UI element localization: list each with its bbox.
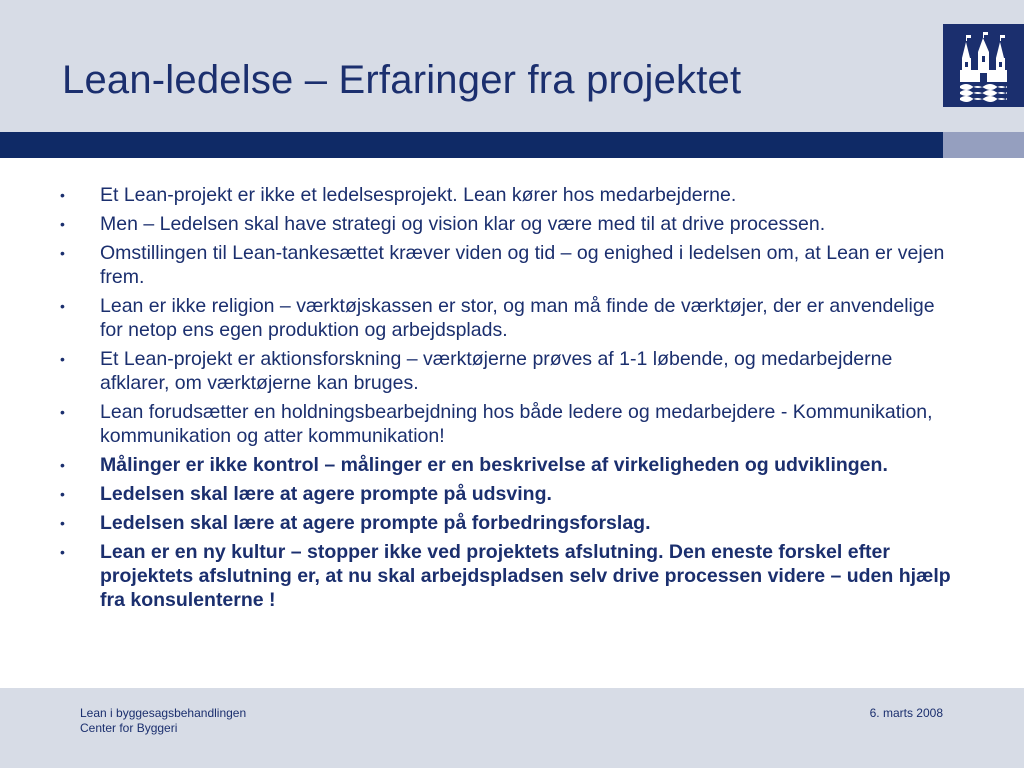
bullet-text: Lean er en ny kultur – stopper ikke ved projektets afslutning. Den eneste forskel efter projektets afslutning er, at nu skal arbejdspladsen selv drive processen videre – uden hjælp fra konsulenterne ! <box>100 541 951 611</box>
slide-title: Lean-ledelse – Erfaringer fra projektet <box>62 58 742 102</box>
footer-department: Center for Byggeri <box>80 721 178 735</box>
bullet-dot-icon: • <box>60 515 65 531</box>
bullet-dot-icon: • <box>60 486 65 502</box>
footer-date: 6. marts 2008 <box>869 706 943 720</box>
footer-project: Lean i byggesagsbehandlingen <box>80 706 247 720</box>
bullet-dot-icon: • <box>60 351 65 367</box>
bullet-item <box>60 241 960 289</box>
bullet-text: Et Lean-projekt er aktionsforskning – værktøjerne prøves af 1-1 løbende, og medarbejderne afklarer, om værktøjerne kan bruges. <box>100 348 893 394</box>
copenhagen-coat-of-arms-icon <box>943 24 1024 107</box>
bullet-item <box>60 294 960 342</box>
bullet-text: Men – Ledelsen skal have strategi og vision klar og være med til at drive processen. <box>100 213 826 235</box>
bullet-text: Ledelsen skal lære at agere prompte på udsving. <box>100 483 552 505</box>
bullet-item <box>60 400 960 448</box>
slide-footer <box>0 688 1024 768</box>
bullet-dot-icon: • <box>60 216 65 232</box>
header-band <box>0 132 943 158</box>
bullet-dot-icon: • <box>60 457 65 473</box>
bullet-item <box>60 453 960 477</box>
bullet-text: Lean er ikke religion – værktøjskassen er stor, og man må finde de værktøjer, der er anvendelige for netop ens egen produktion og arbejdsplads. <box>100 295 935 341</box>
bullet-item <box>60 482 960 506</box>
bullet-dot-icon: • <box>60 245 65 261</box>
bullet-item <box>60 212 960 236</box>
bullet-text: Målinger er ikke kontrol – målinger er en beskrivelse af virkeligheden og udviklingen. <box>100 454 888 476</box>
logo <box>943 24 1024 107</box>
bullet-dot-icon: • <box>60 298 65 314</box>
bullet-text: Et Lean-projekt er ikke et ledelsesprojekt. Lean kører hos medarbejderne. <box>100 184 737 206</box>
bullet-list <box>60 183 960 617</box>
bullet-item <box>60 183 960 207</box>
bullet-text: Ledelsen skal lære at agere prompte på forbedringsforslag. <box>100 512 651 534</box>
bullet-text: Omstillingen til Lean-tankesættet kræver viden og tid – og enighed i ledelsen om, at Lean er vejen frem. <box>100 242 945 288</box>
footer-left <box>80 706 246 736</box>
bullet-dot-icon: • <box>60 404 65 420</box>
bullet-item <box>60 540 960 612</box>
bullet-dot-icon: • <box>60 544 65 560</box>
bullet-item <box>60 511 960 535</box>
bullet-item <box>60 347 960 395</box>
slide-header <box>0 0 1024 132</box>
header-band-accent <box>943 132 1024 158</box>
bullet-dot-icon: • <box>60 187 65 203</box>
bullet-text: Lean forudsætter en holdningsbearbejdning hos både ledere og medarbejdere - Kommunikation, kommunikation og atter kommunikation! <box>100 401 933 447</box>
